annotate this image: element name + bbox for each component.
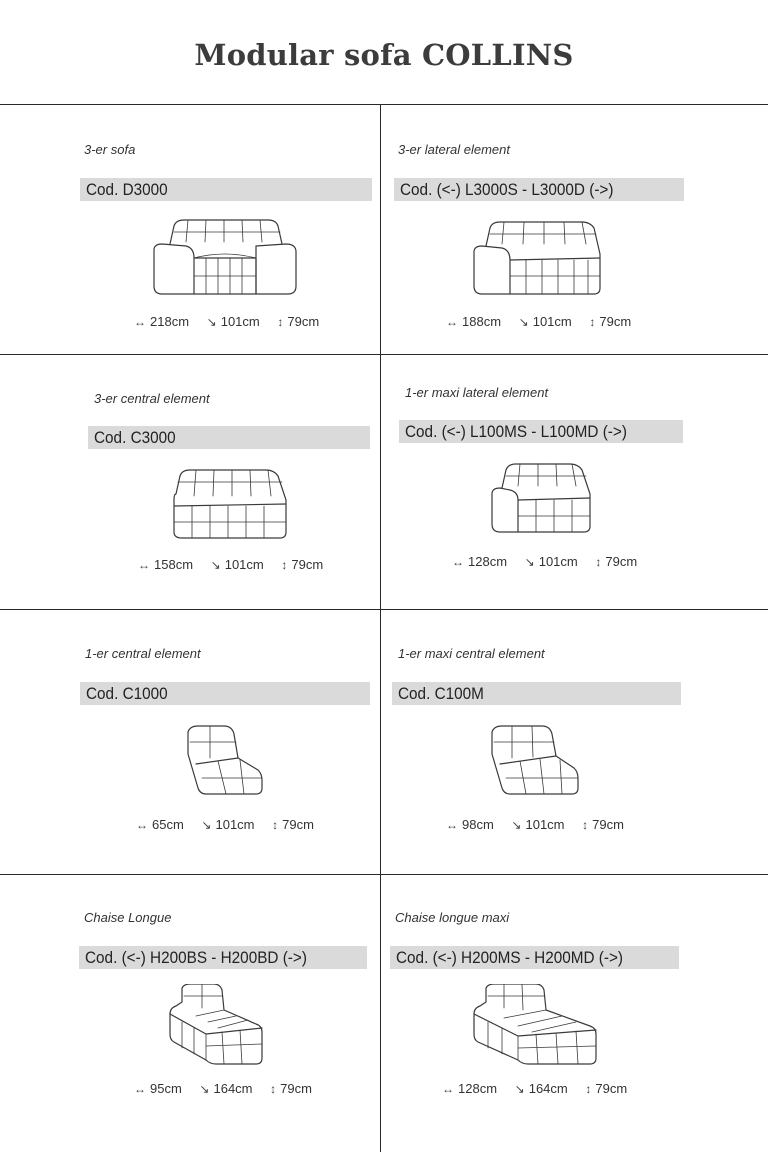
height-value: 79cm xyxy=(605,554,638,569)
width-value: 158cm xyxy=(154,557,194,572)
height-arrow-icon: ↕ xyxy=(585,1082,592,1096)
width-arrow-icon: ↔ xyxy=(138,558,150,572)
cell-name: 1-er maxi central element xyxy=(398,646,545,661)
height-arrow-icon: ↕ xyxy=(277,315,284,329)
height-value: 79cm xyxy=(282,817,314,832)
depth-arrow-icon: ↘ xyxy=(518,315,529,329)
width-arrow-icon: ↔ xyxy=(134,1082,146,1096)
depth-arrow-icon: ↘ xyxy=(201,818,212,832)
height-value: 79cm xyxy=(291,557,324,572)
depth-value: 101cm xyxy=(532,314,572,329)
width-value: 218cm xyxy=(150,314,190,329)
cell-name: Chaise longue maxi xyxy=(395,910,510,925)
sofa-3-seater-icon xyxy=(150,212,300,298)
height-value: 79cm xyxy=(592,817,624,832)
height-arrow-icon: ↕ xyxy=(589,315,596,329)
dimensions xyxy=(442,1081,627,1096)
product-code: Cod. (<-) H200BS - H200BD (->) xyxy=(79,946,367,969)
width-value: 128cm xyxy=(468,554,508,569)
depth-value: 101cm xyxy=(538,554,578,569)
depth-arrow-icon: ↘ xyxy=(511,818,522,832)
sofa-lateral-element-icon xyxy=(470,214,610,298)
height-arrow-icon: ↕ xyxy=(281,558,288,572)
grid-divider xyxy=(380,104,381,1152)
width-arrow-icon: ↔ xyxy=(136,818,148,832)
width-value: 95cm xyxy=(150,1081,182,1096)
width-arrow-icon: ↔ xyxy=(452,555,464,569)
chaise-longue-icon xyxy=(166,984,266,1068)
page-title: Modular sofa COLLINS xyxy=(194,38,574,72)
depth-value: 101cm xyxy=(224,557,264,572)
depth-value: 101cm xyxy=(525,817,565,832)
armchair-maxi-central-element-icon xyxy=(486,724,582,796)
height-value: 79cm xyxy=(280,1081,312,1096)
depth-value: 164cm xyxy=(528,1081,568,1096)
height-value: 79cm xyxy=(595,1081,628,1096)
depth-value: 101cm xyxy=(215,817,255,832)
sofa-central-element-icon xyxy=(168,464,292,542)
sofa-maxi-lateral-element-icon xyxy=(488,460,596,536)
width-arrow-icon: ↔ xyxy=(446,818,458,832)
width-arrow-icon: ↔ xyxy=(446,315,458,329)
product-code: Cod. C3000 xyxy=(88,426,370,449)
product-code: Cod. (<-) L3000S - L3000D (->) xyxy=(394,178,684,201)
cell-name: 1-er maxi lateral element xyxy=(405,385,549,400)
grid-divider xyxy=(0,609,768,610)
depth-arrow-icon: ↘ xyxy=(514,1082,525,1096)
dimensions xyxy=(452,554,637,569)
cell-name: 3-er central element xyxy=(94,391,210,406)
dimensions xyxy=(136,817,314,832)
width-value: 98cm xyxy=(462,817,494,832)
height-value: 79cm xyxy=(287,314,320,329)
dimensions xyxy=(138,557,323,572)
chaise-longue-maxi-icon xyxy=(470,984,600,1068)
depth-arrow-icon: ↘ xyxy=(199,1082,210,1096)
depth-arrow-icon: ↘ xyxy=(524,555,535,569)
grid-divider xyxy=(0,104,768,105)
cell-name: Chaise Longue xyxy=(84,910,172,925)
grid-divider xyxy=(0,874,768,875)
width-arrow-icon: ↔ xyxy=(442,1082,454,1096)
height-value: 79cm xyxy=(599,314,632,329)
product-code: Cod. C100M xyxy=(392,682,681,705)
dimensions xyxy=(446,314,631,329)
width-value: 188cm xyxy=(462,314,502,329)
dimensions xyxy=(446,817,624,832)
width-value: 128cm xyxy=(458,1081,498,1096)
height-arrow-icon: ↕ xyxy=(582,818,589,832)
width-value: 65cm xyxy=(152,817,184,832)
product-code: Cod. C1000 xyxy=(80,682,370,705)
cell-name: 1-er central element xyxy=(85,646,201,661)
dimensions xyxy=(134,314,319,329)
height-arrow-icon: ↕ xyxy=(272,818,279,832)
depth-value: 101cm xyxy=(220,314,260,329)
dimensions xyxy=(134,1081,312,1096)
product-code: Cod. (<-) L100MS - L100MD (->) xyxy=(399,420,683,443)
height-arrow-icon: ↕ xyxy=(595,555,602,569)
depth-value: 164cm xyxy=(213,1081,253,1096)
height-arrow-icon: ↕ xyxy=(270,1082,277,1096)
armchair-central-element-icon xyxy=(182,724,266,796)
width-arrow-icon: ↔ xyxy=(134,315,146,329)
cell-name: 3-er sofa xyxy=(84,142,136,157)
depth-arrow-icon: ↘ xyxy=(210,558,221,572)
cell-name: 3-er lateral element xyxy=(398,142,510,157)
depth-arrow-icon: ↘ xyxy=(206,315,217,329)
product-code: Cod. (<-) H200MS - H200MD (->) xyxy=(390,946,679,969)
product-code: Cod. D3000 xyxy=(80,178,372,201)
grid-divider xyxy=(0,354,768,355)
